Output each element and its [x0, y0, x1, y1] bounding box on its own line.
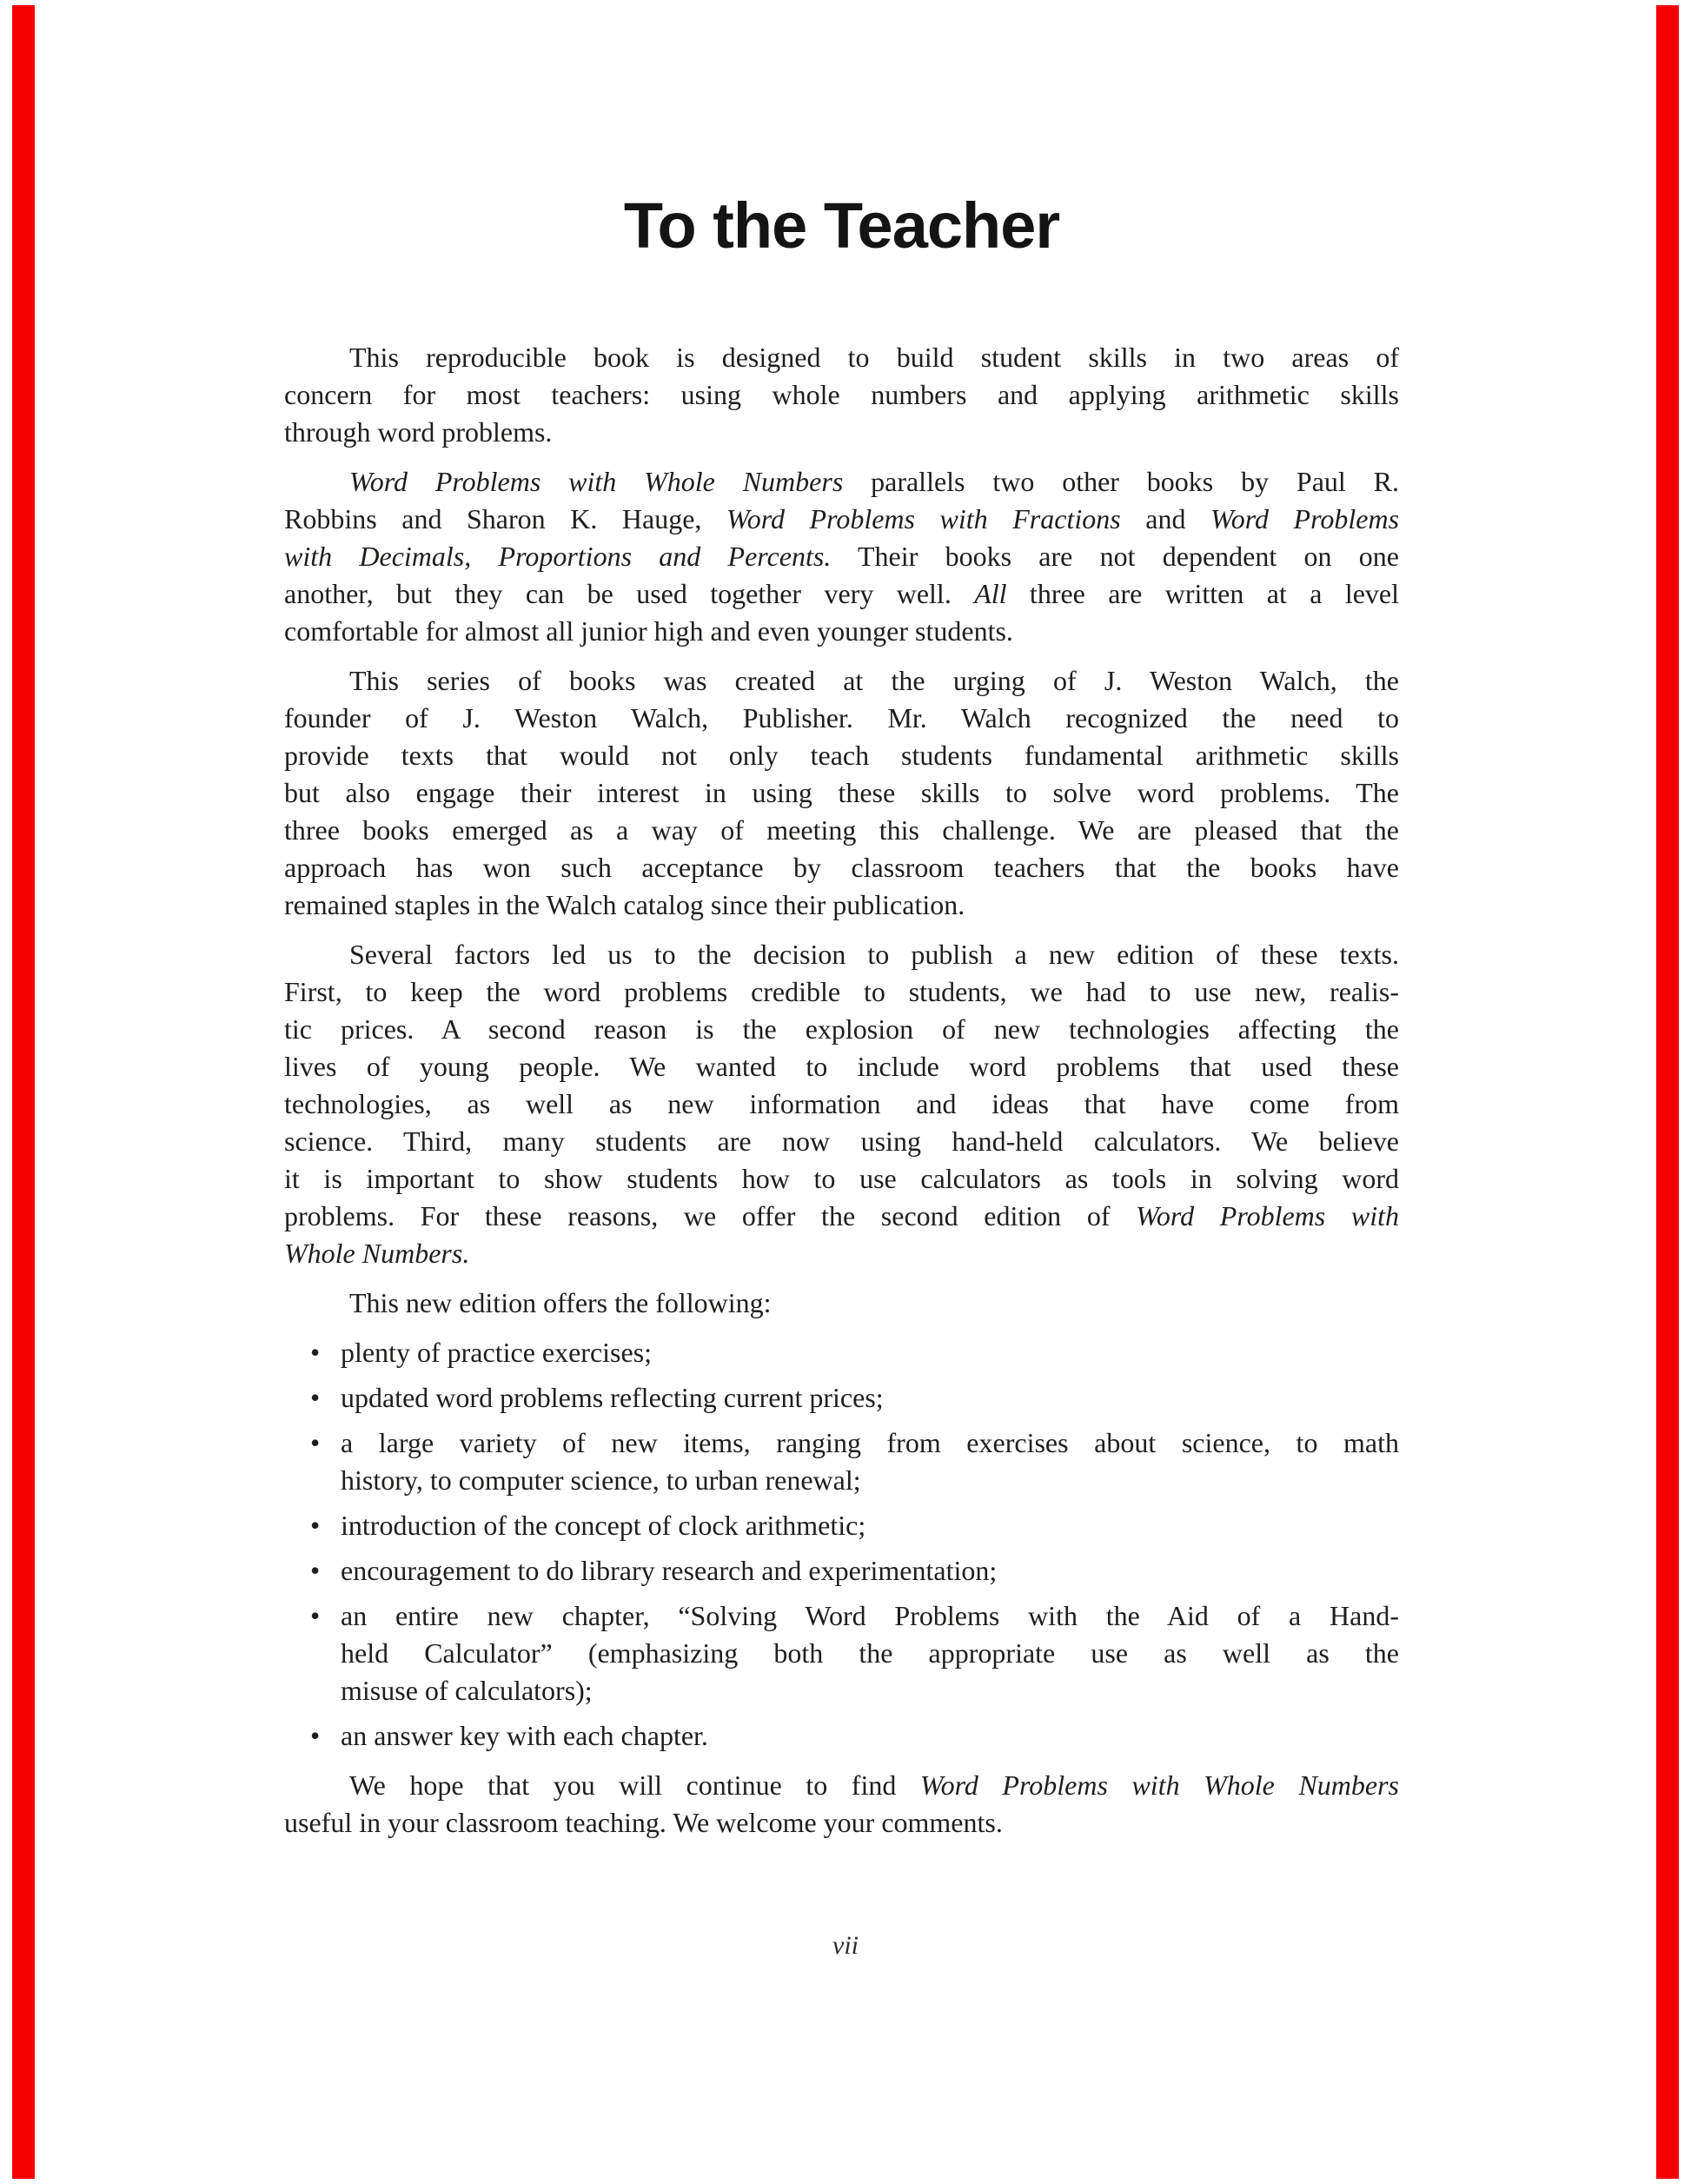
text-segment: held Calculator” (emphasizing both the appropriate use as well as the [341, 1637, 1399, 1669]
text-line [284, 1123, 1399, 1160]
text-segment: tic prices. A second reason is the explosion of new technologies affecting the [284, 1013, 1399, 1045]
text-segment: encouragement to do library research and experimentation; [341, 1555, 998, 1586]
text-line [341, 1424, 1399, 1462]
page-number: vii [832, 1931, 859, 1960]
text-segment: and [1120, 503, 1211, 534]
text-line [284, 1285, 1399, 1322]
text-segment: three are written at a level [1006, 578, 1400, 609]
text-line [284, 339, 1399, 376]
text-line [284, 463, 1399, 501]
text-segment: This series of books was created at the urging of J. Weston Walch, the [349, 665, 1399, 696]
text-segment: another, but they can be used together very well. [284, 578, 975, 609]
italic-text-segment: Word Problems with Whole Numbers [349, 466, 844, 497]
text-line [284, 812, 1399, 849]
page-title: To the Teacher [623, 189, 1060, 262]
text-line [284, 662, 1399, 700]
text-line [284, 414, 1399, 451]
bullet-icon: • [310, 1600, 321, 1631]
text-line [284, 1198, 1399, 1235]
text-line [284, 376, 1399, 414]
text-segment: three books emerged as a way of meeting this challenge. We are pleased that the [284, 814, 1399, 846]
bullet-icon: • [310, 1510, 321, 1541]
text-line [341, 1334, 1399, 1371]
page-content [284, 189, 1400, 1854]
text-line [341, 1717, 1399, 1755]
left-red-margin-bar [12, 5, 35, 2179]
text-segment: provide texts that would not only teach students fundamental arithmetic skills [284, 740, 1399, 771]
text-line [341, 1597, 1399, 1635]
bullet-icon: • [310, 1720, 321, 1751]
text-segment: science. Third, many students are now using hand-held calculators. We believe [284, 1125, 1399, 1157]
text-segment: updated word problems reflecting current prices; [341, 1382, 884, 1413]
list-item [284, 1334, 1399, 1371]
text-line [284, 849, 1399, 886]
text-line [284, 1011, 1399, 1048]
text-line [284, 973, 1399, 1011]
bullet-list [284, 1334, 1399, 1755]
text-line [284, 613, 1399, 650]
bullet-icon: • [310, 1382, 321, 1413]
text-segment: concern for most teachers: using whole numbers and applying arithmetic skills [284, 379, 1399, 410]
bullet-icon: • [310, 1427, 321, 1458]
text-segment: Their books are not dependent on one [831, 541, 1399, 572]
text-segment: but also engage their interest in using these skills to solve word problems. The [284, 777, 1399, 808]
right-red-margin-bar [1656, 5, 1679, 2179]
text-segment: approach has won such acceptance by classroom teachers that the books have [284, 852, 1399, 883]
list-item [284, 1507, 1399, 1544]
text-segment: an entire new chapter, “Solving Word Problems with the Aid of a Hand- [341, 1600, 1399, 1631]
text-segment: lives of young people. We wanted to include word problems that used these [284, 1051, 1399, 1082]
paragraph [284, 662, 1399, 924]
text-line [284, 1160, 1399, 1198]
text-line [284, 538, 1399, 575]
text-line [284, 1235, 1399, 1272]
text-segment: First, to keep the word problems credible to students, we had to use new, realis- [284, 976, 1399, 1007]
text-segment: This reproducible book is designed to build student skills in two areas of [349, 342, 1399, 373]
list-item [284, 1552, 1399, 1590]
text-segment: useful in your classroom teaching. We welcome your comments. [284, 1807, 1003, 1838]
list-item [284, 1717, 1399, 1755]
text-line [284, 575, 1399, 613]
text-segment: through word problems. [284, 416, 553, 448]
list-item [284, 1424, 1399, 1499]
text-line [284, 886, 1399, 924]
italic-text-segment: with Decimals, Proportions and Percents. [284, 541, 832, 572]
text-segment: plenty of practice exercises; [341, 1337, 653, 1368]
text-segment: problems. For these reasons, we offer the second edition of [284, 1200, 1137, 1231]
text-segment: introduction of the concept of clock arithmetic; [341, 1510, 866, 1541]
italic-text-segment: Word Problems with Fractions [726, 503, 1121, 534]
paragraph [284, 463, 1399, 650]
text-segment: comfortable for almost all junior high and even younger students. [284, 615, 1013, 647]
bullet-icon: • [310, 1555, 321, 1586]
text-segment: founder of J. Weston Walch, Publisher. Mr. Walch recognized the need to [284, 702, 1399, 734]
italic-text-segment: Whole Numbers. [284, 1238, 470, 1269]
text-line [341, 1507, 1399, 1544]
text-line [284, 1767, 1399, 1804]
text-line [341, 1379, 1399, 1417]
text-segment: parallels two other books by Paul R. [843, 466, 1399, 497]
text-line [284, 936, 1399, 973]
text-segment: a large variety of new items, ranging from exercises about science, to math [341, 1427, 1399, 1458]
text-line [284, 1085, 1399, 1123]
text-segment: technologies, as well as new information and ideas that have come from [284, 1088, 1399, 1119]
paragraph [284, 1767, 1399, 1842]
bullet-icon: • [310, 1337, 321, 1368]
text-line [284, 1804, 1399, 1842]
paragraph [284, 936, 1399, 1272]
text-line [341, 1635, 1399, 1672]
italic-text-segment: Word Problems [1210, 503, 1400, 534]
text-line [284, 1048, 1399, 1085]
italic-text-segment: Word Problems with [1136, 1200, 1400, 1231]
text-line [341, 1552, 1399, 1590]
text-line [284, 774, 1399, 812]
text-line [341, 1462, 1399, 1499]
page-body [284, 339, 1399, 1842]
list-item [284, 1597, 1399, 1709]
text-segment: Robbins and Sharon K. Hauge, [284, 503, 726, 534]
text-line [284, 700, 1399, 737]
text-segment: history, to computer science, to urban renewal; [341, 1464, 861, 1496]
text-line [341, 1672, 1399, 1709]
text-line [284, 737, 1399, 774]
italic-text-segment: All [974, 578, 1007, 609]
paragraph [284, 339, 1399, 451]
text-segment: remained staples in the Walch catalog since their publication. [284, 889, 965, 920]
text-segment: Several factors led us to the decision to publish a new edition of these texts. [349, 939, 1399, 970]
text-segment: an answer key with each chapter. [341, 1720, 708, 1751]
paragraph [284, 1285, 1399, 1322]
text-line [284, 501, 1399, 538]
italic-text-segment: Word Problems with Whole Numbers [919, 1769, 1400, 1801]
text-segment: We hope that you will continue to find [349, 1769, 920, 1801]
text-segment: This new edition offers the following: [349, 1287, 772, 1318]
list-item [284, 1379, 1399, 1417]
text-segment: misuse of calculators); [341, 1675, 593, 1706]
text-segment: it is important to show students how to use calculators as tools in solving word [284, 1163, 1399, 1194]
